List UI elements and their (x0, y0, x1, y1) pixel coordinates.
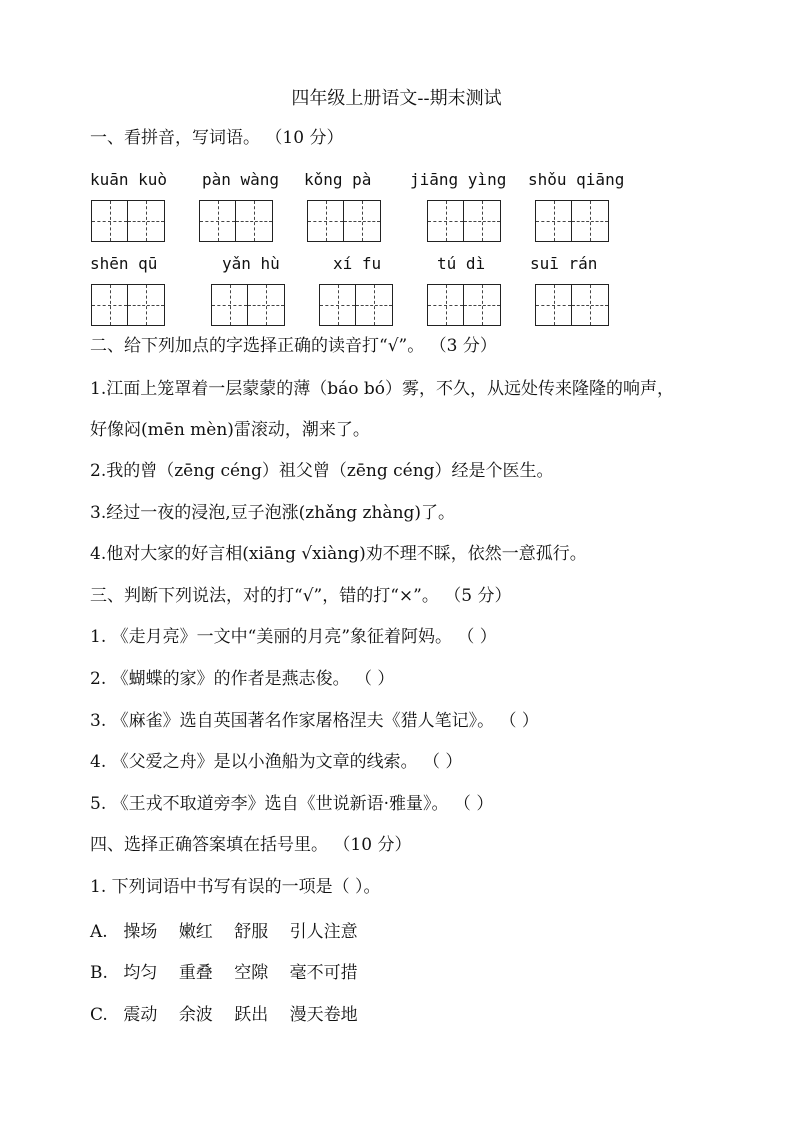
page-title: 四年级上册语文--期末测试 (291, 88, 502, 109)
section2-question-3: 3.经过一夜的浸泡,豆子泡涨(zhǎng zhàng)了。 (90, 503, 456, 523)
judge-item-1[interactable]: 1. 《走月亮》一文中“美丽的月亮”象征着阿妈。 （ ） (90, 627, 497, 647)
option-word: 漫天卷地 (289, 1005, 358, 1025)
writing-grid-8[interactable] (319, 284, 393, 326)
writing-grid-4[interactable] (427, 200, 501, 242)
choice-option-a[interactable] (90, 917, 374, 942)
option-word: 余波 (178, 1005, 213, 1025)
option-word: 毫不可措 (289, 963, 358, 983)
pinyin-6: shēn qū (90, 254, 158, 273)
judge-item-4[interactable]: 4. 《父爱之舟》是以小渔船为文章的线索。 （ ） (90, 752, 463, 772)
option-word: 跃出 (234, 1005, 269, 1025)
option-word: 引人注意 (289, 922, 358, 942)
choice-question-1: 1. 下列词语中书写有误的一项是（ ）。 (90, 877, 381, 897)
writing-grid-9[interactable] (427, 284, 501, 326)
writing-grid-7[interactable] (211, 284, 285, 326)
section2-question-4: 4.他对大家的好言相(xiāng √xiàng)劝不理不睬，依然一意孤行。 (90, 544, 587, 564)
option-word: 操场 (123, 922, 158, 942)
writing-grid-5[interactable] (535, 200, 609, 242)
section4-heading: 四、选择正确答案填在括号里。 （10 分） (90, 835, 412, 855)
pinyin-7: yǎn hù (222, 254, 280, 273)
pinyin-4: jiāng yìng (410, 170, 507, 189)
option-word: 舒服 (234, 922, 269, 942)
option-label: C. (90, 1005, 108, 1025)
section1-heading: 一、看拼音，写词语。 （10 分） (90, 128, 344, 148)
judge-item-5[interactable]: 5. 《王戎不取道旁李》选自《世说新语·雅量》。 （ ） (90, 794, 494, 814)
writing-grid-10[interactable] (535, 284, 609, 326)
writing-grid-6[interactable] (91, 284, 165, 326)
pinyin-3: kǒng pà (304, 170, 372, 189)
option-word: 空隙 (234, 963, 269, 983)
writing-grid-2[interactable] (199, 200, 273, 242)
section2-question-1-line-1: 1.江面上笼罩着一层蒙蒙的薄（báo bó）雾，不久，从远处传来隆隆的响声， (90, 379, 674, 399)
pinyin-10: suī rán (530, 254, 598, 273)
section3-heading: 三、判断下列说法，对的打“√”，错的打“×”。 （5 分） (90, 586, 512, 606)
section2-heading: 二、给下列加点的字选择正确的读音打“√”。 （3 分） (90, 336, 497, 356)
judge-item-3[interactable]: 3. 《麻雀》选自英国著名作家屠格涅夫《猎人笔记》。 （ ） (90, 711, 539, 731)
option-word: 均匀 (123, 963, 158, 983)
section2-question-1-line-2: 好像闷(mēn mèn)雷滚动，潮来了。 (90, 420, 370, 440)
pinyin-9: tú dì (437, 254, 486, 273)
pinyin-5: shǒu qiāng (528, 170, 625, 189)
writing-grid-1[interactable] (91, 200, 165, 242)
choice-option-b[interactable] (90, 958, 374, 983)
judge-item-2[interactable]: 2. 《蝴蝶的家》的作者是燕志俊。 （ ） (90, 669, 395, 689)
option-word: 嫩红 (178, 922, 213, 942)
writing-grid-3[interactable] (307, 200, 381, 242)
choice-option-c[interactable] (90, 1000, 374, 1025)
pinyin-1: kuān kuò (90, 170, 168, 189)
option-label: B. (90, 963, 108, 983)
option-label: A. (90, 922, 108, 942)
pinyin-2: pàn wàng (202, 170, 280, 189)
option-word: 震动 (123, 1005, 158, 1025)
option-word: 重叠 (178, 963, 213, 983)
section2-question-2: 2.我的曾（zēng céng）祖父曾（zēng céng）经是个医生。 (90, 461, 554, 481)
pinyin-8: xí fu (333, 254, 382, 273)
